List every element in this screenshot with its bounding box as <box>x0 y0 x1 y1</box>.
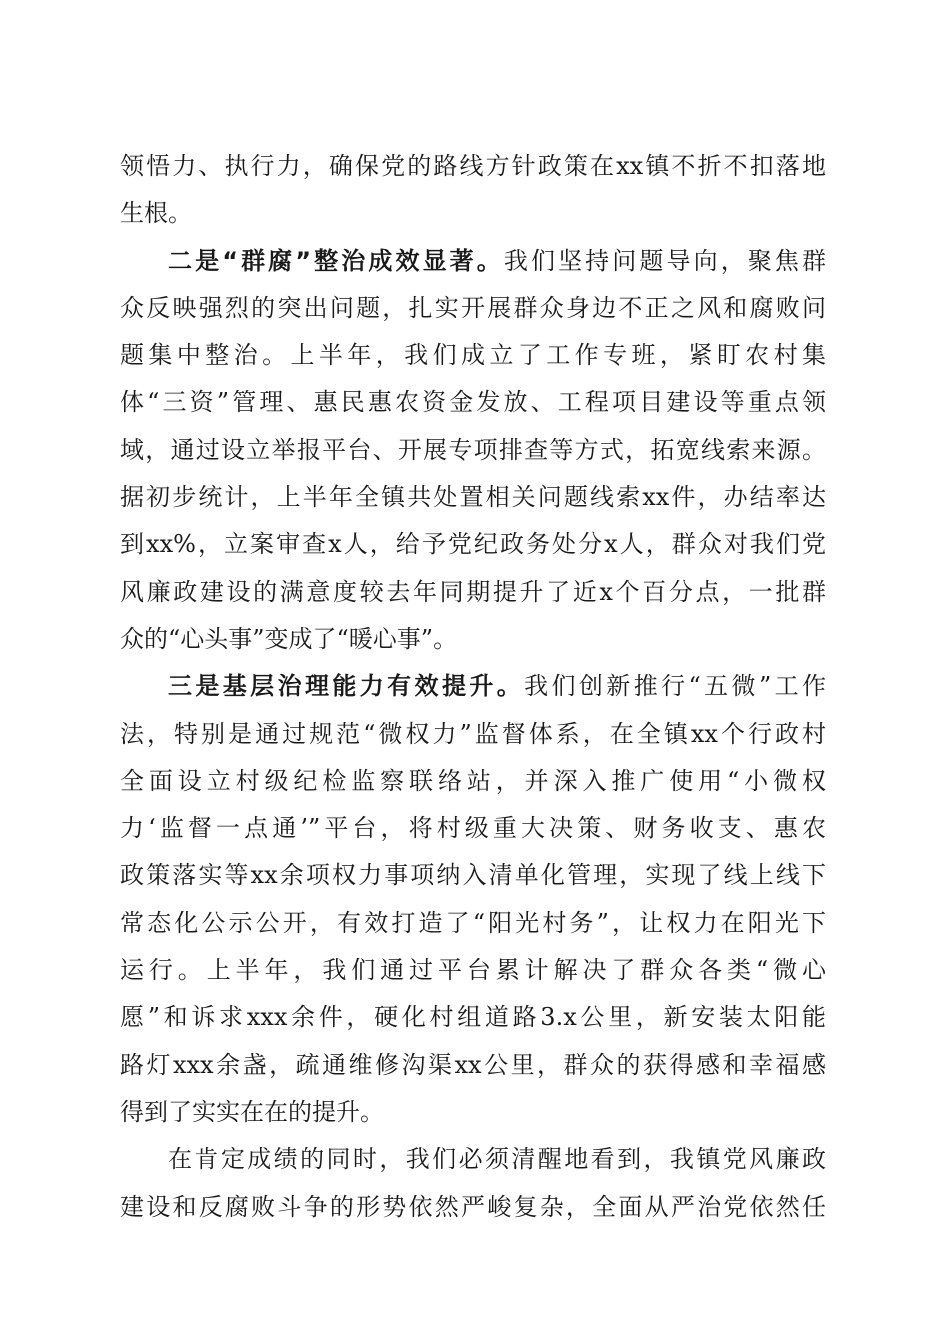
paragraph-3-line-1 <box>120 663 826 710</box>
paragraph-2-line-6: 据初步统计，上半年全镇共处置相关问题线索xx件，办结率达 <box>120 483 826 512</box>
paragraph-3-line-2: 法，特别是通过规范“微权力”监督体系，在全镇xx个行政村 <box>120 719 826 748</box>
paragraph-3-line-6: 常态化公示公开，有效打造了“阳光村务”，让权力在阳光下 <box>120 908 826 937</box>
paragraph-3-line-3: 全面设立村级纪检监察联络站，并深入推广使用“小微权 <box>120 766 826 795</box>
paragraph-4-line-2: 建设和反腐败斗争的形势依然严峻复杂，全面从严治党依然任 <box>120 1192 826 1221</box>
paragraph-3-line-8: 愿”和诉求xxx余件，硬化村组道路3.x公里，新安装太阳能 <box>120 1003 826 1032</box>
paragraph-2-line-2: 众反映强烈的突出问题，扎实开展群众身边不正之风和腐败问 <box>120 293 826 322</box>
paragraph-2-line-7: 到xx%，立案审查x人，给予党纪政务处分x人，群众对我们党 <box>120 530 826 559</box>
paragraph-3-line-7: 运行。上半年，我们通过平台累计解决了群众各类“微心 <box>120 956 826 985</box>
paragraph-2-line-1-text: 我们坚持问题导向，聚焦群 <box>503 246 826 275</box>
paragraph-3-line-4: 力‘监督一点通’”平台，将村级重大决策、财务收支、惠农 <box>120 814 826 843</box>
paragraph-3-line-1-text: 我们创新推行“五微”工作 <box>524 672 826 701</box>
paragraph-2-line-9: 众的“心头事”变成了“暖心事”。 <box>120 624 458 653</box>
paragraph-3-line-5: 政策落实等xx余项权力事项纳入清单化管理，实现了线上线下 <box>120 861 826 890</box>
paragraph-3-lead: 三是基层治理能力有效提升。 <box>168 672 525 701</box>
document-body <box>120 143 826 1231</box>
paragraph-2-line-8: 风廉政建设的满意度较去年同期提升了近x个百分点，一批群 <box>120 577 826 606</box>
paragraph-2-lead: 二是“群腐”整治成效显著。 <box>168 246 504 275</box>
paragraph-2-line-5: 域，通过设立举报平台、开展专项排查等方式，拓宽线索来源。 <box>120 435 826 464</box>
paragraph-3-line-10: 得到了实实在在的提升。 <box>120 1097 384 1126</box>
paragraph-1-line-2: 生根。 <box>120 199 192 228</box>
paragraph-1-line-1: 领悟力、执行力，确保党的路线方针政策在xx镇不折不扣落地 <box>120 152 826 180</box>
paragraph-3-line-9: 路灯xxx余盏，疏通维修沟渠xx公里，群众的获得感和幸福感 <box>120 1050 826 1079</box>
paragraph-4-line-1: 在肯定成绩的同时，我们必须清醒地看到，我镇党风廉政 <box>168 1145 826 1174</box>
paragraph-2-line-4: 体“三资”管理、惠民惠农资金发放、工程项目建设等重点领 <box>120 388 826 417</box>
paragraph-2-line-1 <box>120 238 826 285</box>
paragraph-2-line-3: 题集中整治。上半年，我们成立了工作专班，紧盯农村集 <box>120 341 826 370</box>
